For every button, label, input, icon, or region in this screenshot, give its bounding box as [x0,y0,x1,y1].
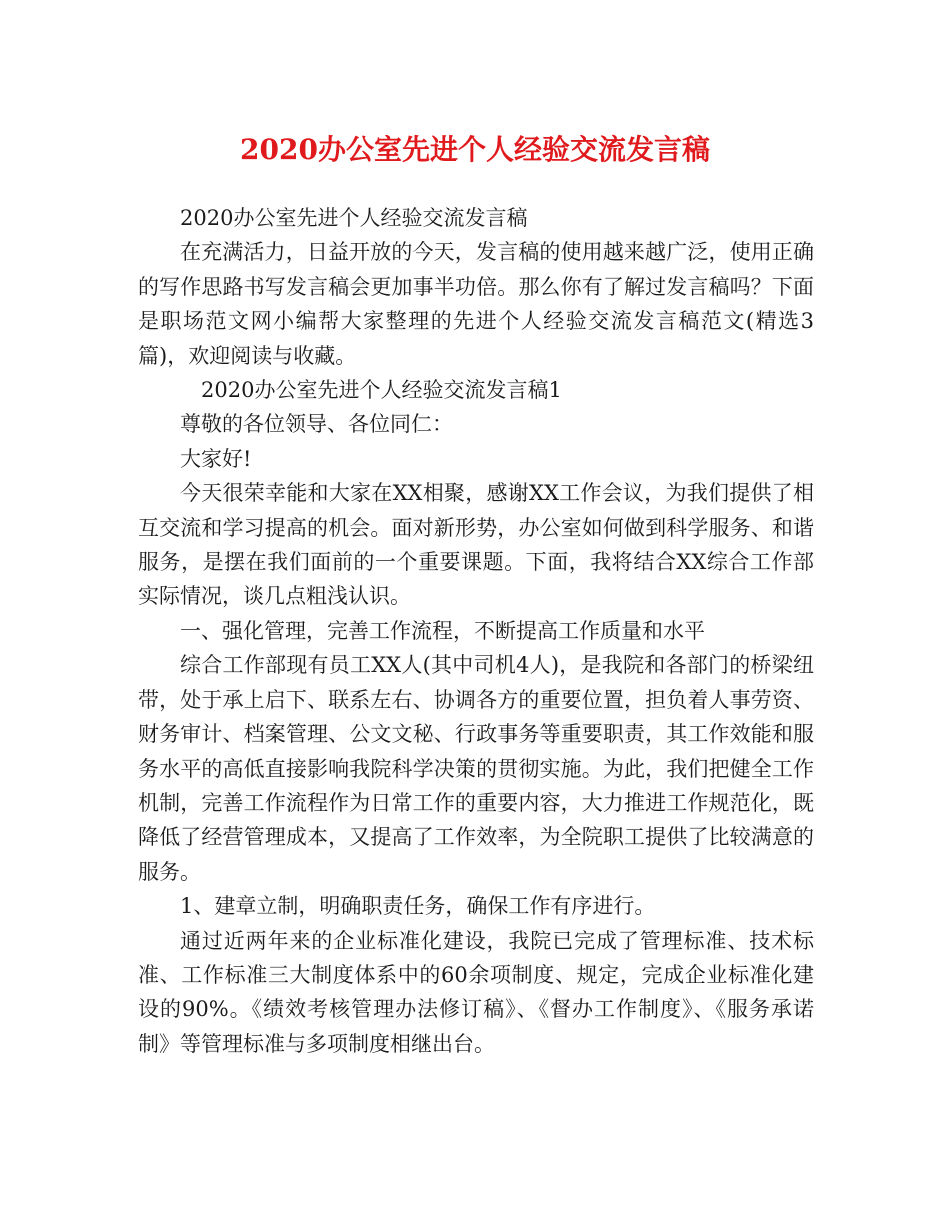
paragraph-intro: 在充满活力，日益开放的今天，发言稿的使用越来越广泛，使用正确的写作思路书写发言稿会更加事半功倍。那么你有了解过发言稿吗？下面是职场范文网小编帮大家整理的先进个人经验交流发言稿范文(精选3篇)，欢迎阅读与收藏。 [138,240,814,368]
paragraph-heading: 2020办公室先进个人经验交流发言稿 [180,206,528,230]
document-title: 2020办公室先进个人经验交流发言稿 [240,133,710,166]
paragraph-greeting: 大家好! [180,446,252,471]
paragraph-subpoint-1: 1、建章立制，明确职责任务，确保工作有序进行。 [180,894,656,919]
paragraph-salutation: 尊敬的各位领导、各位同仁： [180,412,453,437]
paragraph-opening: 今天很荣幸能和大家在XX相聚，感谢XX工作会议，为我们提供了相互交流和学习提高的机会。面对新形势，办公室如何做到科学服务、和谐服务，是摆在我们面前的一个重要课题。下面，我将结合XX综合工作部实际情况，谈几点粗浅认识。 [138,481,814,609]
paragraph-standards: 通过近两年来的企业标准化建设，我院已完成了管理标准、技术标准、工作标准三大制度体系中的60余项制度、规定，完成企业标准化建设的90%。《绩效考核管理办法修订稿》、《督办工作制度》、《服务承诺制》等管理标准与多项制度相继出台。 [138,928,814,1056]
paragraph-point-1: 一、强化管理，完善工作流程，不断提高工作质量和水平 [180,618,705,643]
section-heading-1: 2020办公室先进个人经验交流发言稿1 [201,378,562,403]
paragraph-department: 综合工作部现有员工XX人(其中司机4人)，是我院和各部门的桥梁纽带，处于承上启下、联系左右、协调各方的重要位置，担负着人事劳资、财务审计、档案管理、公文文秘、行政事务等重要职责，其工作效能和服务水平的高低直接影响我院科学决策的贯彻实施。为此，我们把健全工作机制，完善工作流程作为日常工作的重要内容，大力推进工作规范化，既降低了经营管理成本，又提高了工作效率，为全院职工提供了比较满意的服务。 [138,653,814,884]
document-body [138,201,814,1061]
